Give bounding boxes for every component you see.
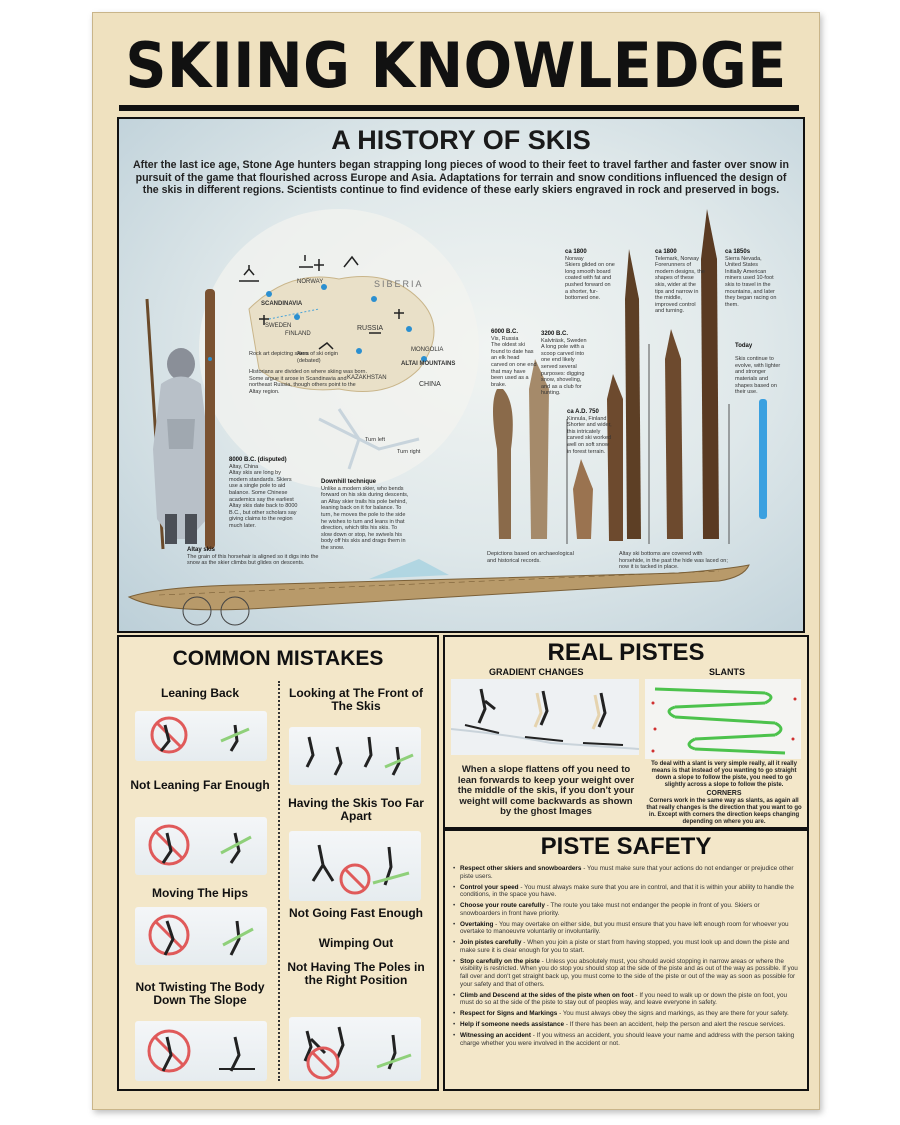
turn-left-label: Turn left xyxy=(365,437,385,443)
mistake-image-not-leaning xyxy=(135,817,267,875)
turn-right-label: Turn right xyxy=(397,449,421,455)
downhill-note-title: Downhill technique xyxy=(321,479,376,485)
mistake-image-leaning-back xyxy=(135,711,267,761)
map-label-russia: RUSSIA xyxy=(357,325,384,332)
mistake-moving-hips: Moving The Hips xyxy=(152,886,248,900)
poster-title: SKIING KNOWLEDGE xyxy=(125,29,787,102)
safety-title: PISTE SAFETY xyxy=(540,833,712,860)
mistake-image-looking xyxy=(289,727,421,785)
mistake-leaning-back: Leaning Back xyxy=(160,686,240,700)
title-rule xyxy=(119,105,799,111)
map-label-china: CHINA xyxy=(419,381,441,388)
mistake-not-leaning-far-enough: Not Leaning Far Enough xyxy=(130,778,270,792)
altay-note-text: Altay skis are long by modern standards. Skiers use a single pole to aid balance. Some Chinese academics say the earliest Altay skis date back to 8000 B.C., but other scholars say giving claims to the region much later. xyxy=(229,470,298,529)
safety-item: • Help if someone needs assistance - If there has been an accident, help the person and alert the rescue services. xyxy=(453,1021,801,1029)
mistakes-divider xyxy=(278,681,280,1081)
altay-note-place: Altay, China xyxy=(229,463,259,470)
altay-note-title: 8000 B.C. (disputed) xyxy=(229,457,287,463)
safety-item: • Stop carefully on the piste - Unless you absolutely must, you should avoid stopping in narrow areas or where the visibility is restricted. When you do stop you should stop at the side of the piste and as out of the way as possible. If you fall over and don't get straight back up, you must come to the side of the piste or out of the way as soon as possible for your safety and that of others. xyxy=(453,958,801,988)
map-label-finland: FINLAND xyxy=(285,331,311,337)
historians-note: Historians are divided on where skiing was born. Some argue it arose in Scandinavia and northeast Russia, though others point to the Altay region. xyxy=(249,369,368,395)
mistake-illustration xyxy=(135,817,267,875)
mistake-illustration xyxy=(135,907,267,965)
history-title: A HISTORY OF SKIS xyxy=(331,125,591,155)
legend-ski-origin: Area of ski origin (debated) xyxy=(297,351,338,364)
safety-item: • Overtaking - You may overtake on either side, but you must ensure that you have left enough room for whoever you overtake to manoeuvre voluntarily or involuntarily. xyxy=(453,921,801,936)
slants-text: To deal with a slant is very simple really, all it really means is that instead of you wanting to go straight down a slope to follow the piste, you need to go slightly across a slope to follow the piste. xyxy=(651,761,797,788)
safety-item: • Climb and Descend at the sides of the piste when on foot - If you need to walk up or down the piste on foot, you must do so at the side of the piste to stay out of peoples way, and leave everyone in safety. xyxy=(453,992,801,1007)
horsehair-note: Altay ski bottoms are covered with horsehide, in the past the hide was laced on; now it is tacked in place. xyxy=(619,551,728,571)
map-label-scandinavia: SCANDINAVIA xyxy=(261,301,303,307)
map-label-kazakhstan: KAZAKHSTAN xyxy=(347,375,387,381)
map-label-altai: ALTAI MOUNTAINS xyxy=(401,361,456,367)
mistake-image-poles xyxy=(289,1017,421,1081)
corners-label: CORNERS xyxy=(706,790,742,797)
timeline-3200bc: 3200 B.C. Kalvträsk, Sweden A long pole with a scoop carved into one end likely served several purposes: digging snow, shoveling, and as a club for hunting. xyxy=(541,331,587,397)
timeline-1800-telemark: ca 1800 Telemark, Norway Forerunners of modern designs, the shapes of these skis, wider at the tips and narrow in the middle, improved control and turning. xyxy=(655,249,705,315)
real-pistes-panel xyxy=(443,635,809,829)
altay-skis-note xyxy=(187,547,327,567)
mistake-illustration xyxy=(289,831,421,901)
depictions-note: Depictions based on archaeological and historical records. xyxy=(487,551,574,564)
mistake-illustration xyxy=(135,1021,267,1081)
slants-illustration xyxy=(645,679,801,759)
safety-item: • Witnessing an accident - If you witness an accident, you should leave your name and address with the person taking charge whether you were involved in the accident or not. xyxy=(453,1032,801,1047)
safety-item: • Control your speed - You must always make sure that you are in control, and that it is within your ability to handle the conditions, in the space you have. xyxy=(453,884,801,899)
gradient-changes-label: GRADIENT CHANGES xyxy=(489,667,584,677)
pistes-title: REAL PISTES xyxy=(547,639,705,666)
mistake-image-not-twisting xyxy=(135,1021,267,1081)
mistake-not-fast-enough: Not Going Fast Enough xyxy=(289,906,423,920)
history-intro: After the last ice age, Stone Age hunters began strapping long pieces of wood to their feet to travel farther and faster over snow in pursuit of the game that flourished across Europe and Asia. Adaptations for terrain and snow conditions influenced the design of the skis in different regions. Scientists continue to find evidence of these early skiers engraved in rock and preserved in bogs. xyxy=(133,159,789,196)
timeline-today: Today Skis continue to evolve, with lighter and stronger materials and shapes based on their use. xyxy=(735,343,781,396)
altay-skis-note-text: The grain of this horsehair is aligned so it digs into the snow as the skier climbs but glides on descents. xyxy=(187,553,319,567)
legend-rock-art: Rock art depicting skiers xyxy=(249,351,309,357)
timeline-750ad: ca A.D. 750 Kinnula, Finland Shorter and wider, this intricately carved ski worked well on soft snow in forest terrain. xyxy=(567,409,612,455)
altay-skis-note-title: Altay skis xyxy=(187,547,216,553)
mistake-illustration xyxy=(289,727,421,785)
map-label-sweden: SWEDEN xyxy=(265,323,292,329)
mistake-poles-position: Not Having The Poles in the Right Position xyxy=(287,960,425,987)
piste-safety-panel xyxy=(443,829,809,1091)
poster xyxy=(92,12,820,1110)
safety-item: • Join pistes carefully - When you join a piste or start from having stopped, you must look up and down the piste and make sure it is clear enough for you to start. xyxy=(453,939,801,954)
safety-item: • Respect for Signs and Markings - You must always obey the signs and markings, as they are there for your safety. xyxy=(453,1010,801,1018)
gradient-illustration xyxy=(451,679,639,755)
safety-item: • Respect other skiers and snowboarders - You must make sure that your actions do not endanger or prejudice other piste users. xyxy=(453,865,801,880)
mistake-wimping-out: Wimping Out xyxy=(318,936,394,950)
timeline-6000bc: 6000 B.C. Vis, Russia The oldest ski found to date has an elk head carved on one end that may have been used as a brake. xyxy=(491,329,537,388)
mistake-not-twisting: Not Twisting The Body Down The Slope xyxy=(135,980,265,1007)
history-panel xyxy=(117,117,805,633)
gradient-text: When a slope flattens off you need to lean forwards to keep your weight over the middle of the skis, if you don't your weight will come backwards as shown by the ghost Images xyxy=(457,764,635,817)
map-label-norway: NORWAY xyxy=(297,279,324,285)
safety-list xyxy=(453,865,801,1051)
mistake-looking-at-skis: Looking at The Front of The Skis xyxy=(289,686,423,713)
timeline-1850s: ca 1850s Sierra Nevada, United States Initially American miners used 10-foot skis to travel in the mountains, and later they began racing on them. xyxy=(725,249,777,308)
safety-item: • Choose your route carefully - The route you take must not endanger the people in front of you. Skiers or snowboarders in front have priority. xyxy=(453,902,801,917)
corners-text: Corners work in the same way as slants, as again all that really changes is the direction that you want to go in. Except with corners the direction keeps changing depending on where you are. xyxy=(646,798,802,825)
mistake-image-moving-hips xyxy=(135,907,267,965)
altay-note xyxy=(229,457,301,530)
mistakes-title: COMMON MISTAKES xyxy=(172,647,384,670)
downhill-note xyxy=(321,479,409,552)
common-mistakes-panel xyxy=(117,635,439,1091)
mistake-illustration xyxy=(135,711,267,761)
mistake-illustration xyxy=(289,1017,421,1081)
timeline-1800-norway: ca 1800 Norway Skiers glided on one long smooth board coated with fat and pushed forward on a shorter, fur-bottomed one. xyxy=(565,249,615,302)
mistake-image-skis-apart xyxy=(289,831,421,901)
mistake-skis-apart: Having the Skis Too Far Apart xyxy=(288,796,424,823)
downhill-note-text: Unlike a modern skier, who bends forward on his skis during descents, an Altay skier trails his pole behind, leaning back on it for balance. To turn, he moves the pole to the side he wishes to turn and leans in that direction, which tilts his skis. To slow down or stop, he swivels his body off his skis and drags them in the snow. xyxy=(321,485,409,551)
map-label-siberia: SIBERIA xyxy=(374,279,424,289)
slants-label: SLANTS xyxy=(709,667,745,677)
map-label-mongolia: MONGOLIA xyxy=(411,347,444,353)
